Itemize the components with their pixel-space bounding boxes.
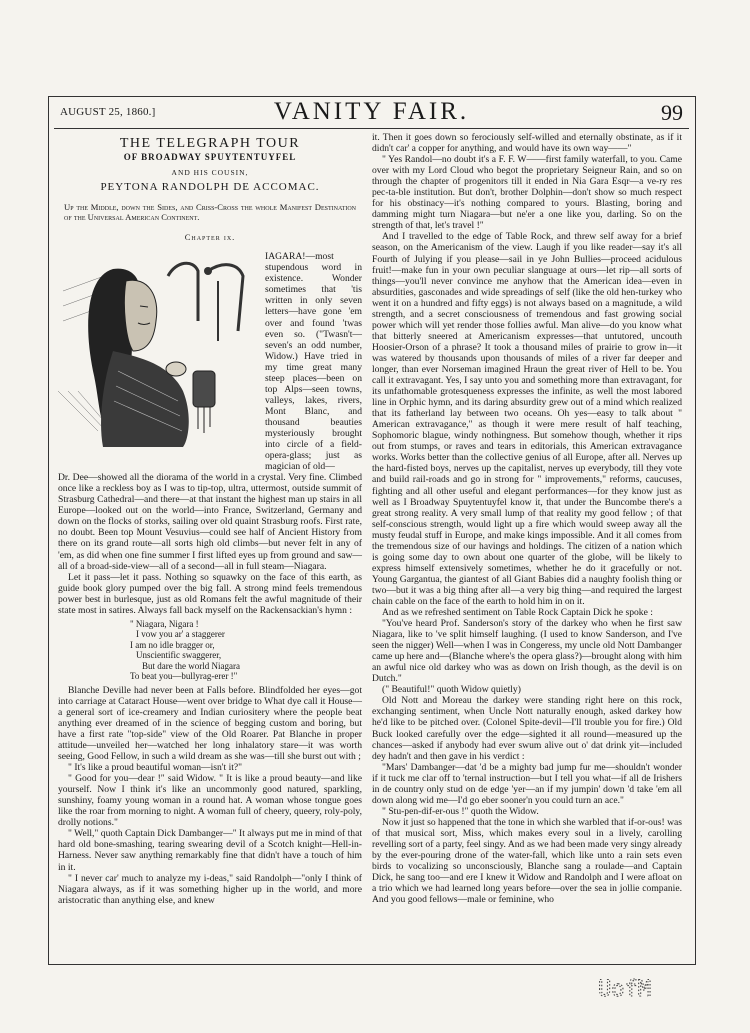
verse-line: I am no idle bragger or, (130, 639, 215, 650)
illustration-block (58, 251, 362, 472)
library-stamp (596, 974, 668, 1009)
verse-line: To beat you—bullyrag-erer !" (130, 671, 238, 682)
article-description: Up the Middle, down the Sides, and Criss-Cross the whole Manifest Destination of the Universal American Continent. (64, 202, 356, 223)
article-subtitle: OF BROADWAY SPUYTENTUYFEL (123, 152, 297, 163)
masthead-rule (54, 128, 689, 129)
masthead (54, 98, 689, 128)
paragraph: " Stu-pen-dif-er-ous !" quoth the Widow. (382, 805, 539, 817)
article-and-cousin: AND HIS COUSIN, (171, 168, 249, 178)
left-column (58, 132, 362, 906)
verse-line: Unscientific swaggerer, (136, 650, 222, 661)
verse-block (130, 619, 362, 682)
paragraph: (" Beautiful!" quoth Widow quietly) (382, 684, 521, 696)
paragraph: Dr. Dee—showed all the diorama of the world in a crystal. Very fine. Climbed once like a reckless boy as I was to tip-top, ultra, uttermost, outside summit of Strasburg Cathedral—and there—at that instant the highest man up stairs in all Europe—looked out on the world—into France, Switzerland, Germany and down on the flocks of storks, sailing over old quaint Strasburg roofs. First rate, no doubt. Been top Mount Vesuvius—could see half of Ancient History from there on its grand route—all sorts high old climbs—but never felt in any of 'em, as did when one fine summer I first lifted eyes up from ground and saw—all of a broad-side-view—all of a second—all in full steam—Niagara. (58, 472, 362, 572)
article-title: THE TELEGRAPH TOUR (119, 136, 301, 151)
article-cousin-name: PEYTONA RANDOLPH DE ACCOMAC. (100, 181, 320, 194)
chapter-heading: Chapter ix. (184, 232, 236, 243)
issue-date: AUGUST 25, 1860.] (60, 106, 156, 118)
magazine-title: VANITY FAIR. (273, 98, 470, 125)
paragraph: And I travelled to the edge of Table Rock, and threw self away for a brief season, on the Americanism of the view. Laugh if you like reader—say it's all Fourth of Julying if you please—sail in ye John Bullies—proceed acidulous fruit!—make fun in your own peculiar slanguage at ours—let rip—all sorts of things—you'll never convince me anyhow that the American idea—even in absurdities, gasconades and wide spreadings of self (like the old hen-turkey who went it on a hundred and fifty eggs) is not always based on a magnitude, a wild strength, and a secret consciousness of tremendous and fast growing social power which will yet render those follies awful. Man alive—do you know what that bitterly sneered at Americanism expresses—that untutored, uncouth Hoosier-Orson of a phrase? It took a thousand miles of prairie to grow in—it was watered by thousands upon thousands of miles of a river far deeper and longer, than ever Norseman imagined Hraun the great river of Hell to be. You call it extravagant. Yes, I say unto you and something more than extravagant, for its unfathomable grotesqueness expresses the infinite, as well the most labored line in Orphic hymn, and its daring absurdity grew out of a mind which realized that its fatherland lay between two oceans. Oh yes—easy to talk about " American extravagance," as though it were mere result of half teaching, Sophomoric blague, windy nothingness. But somehow though, whether it rips out from stumps, or raves and tears in editorials, this American extravagance works. Works better than the collective genius of all Europe, after all. Nerves up the hard-fisted boys, nerves up the capitalist, nerves up everybody, till they vote and build rail-roads and go in strong for " improvements," reforms, caucuses, fighting and all other useful and elegant performances—for they know just as well as I Broadway Spuytentuyfel know it, that under the Buncombe there's a great strong reality. A very small lump of that reality my good fellow ; of that self-conscious strength, would light up a fire which would sweep away all the musty feudal stuff in Europe, and make kings impossible. And it all comes from the tremendous size of our havings and holdings. The citizen of a nation which is going some day to own about one quarter of the globe, will be likely to express himself extensively sometimes, whether he do it gracefully or not. Young Gargantua, the giantest of all Giant Babies did a naughty foolish thing or two—but it was a big thing after all—a very big thing—and required the largest chain cable on the face of the earth to hold him in on it. (372, 231, 682, 607)
paragraph: " Well," quoth Captain Dick Dambanger—" It always put me in mind of that hard old bone-smashing, tearing swearing devil of a Scotch knight—Hell-in-Harness. Never saw anything remarkably fine that didn't have a touch of him in it. (58, 828, 362, 873)
paragraph: Blanche Deville had never been at Falls before. Blindfolded her eyes—got into carriage at Cataract House—went over bridge to What dye call it House—a general sort of ice-creamery and Indian curiositery where the people beat anything ever dreamed of in the science of begging custom and boring, but have a first rate "top-side" view of the Old Roarer. Pat Blanche in proper attitude—unveiled her—watched her long inhalatory stare—it was worth seeing, Good Fellow, in such a wild dream as she was—till she burst out with ; (58, 684, 362, 763)
paragraph: Now it just so happened that the tone in which she warbled that if-or-ous! was of that musical sort, Miss, which makes every soul in a lively, carolling revelling sort of a party, feel singy. And as we had been made very singy already by the ever-pouring drone of the water-fall, which like unto a rain sets even birds to vocalizing so unconsciously, Blanche sang a roulade—and Captain Dick, he sang too—and ere I knew it Widow and Randolph and I were afloat on a trio which we had learned long years before—over the sea in jollie companie. And you good fellows—male or feminine, who (372, 816, 682, 906)
paragraph: Let it pass—let it pass. Nothing so squawky on the face of this earth, as guide book glory pumped over the big fall. A strong mind feels tremendous power best in burlesque, just as old Romans felt the awful magnitude of their state most in satires. Always fall back myself on the Rackensackian's hymn : (58, 571, 362, 616)
paragraph: "Mars' Dambanger—dat 'd be a mighty bad jump fur me—shouldn't wonder if it tuck me clar off to 'ternal instruction—but I tell you what—if all de Irishers in de country only stud on de edge 'yer—an if my jumpin' down 'd take 'em all down along wid me—I'd go eber sooner'n you could turn an ace." (372, 761, 682, 806)
page-number: 99 (661, 100, 683, 125)
svg-text:UofM: UofM (598, 977, 651, 1002)
paragraph: " I never car' much to analyze my i-deas," said Randolph—"only I think of Niagara always, as if it was something higher up in the world, and more aristocratic than anything else, and knew (58, 872, 362, 906)
intro-paragraph: IAGARA!—most stupendous word in existence. Wonder sometimes that 'tis written in only seven letters—have gone 'em over and found 'twas even so. ("Twasn't—seven's an odd number, Widow.) Have tried in my time great many steep places—been on top Alps—seen towns, valleys, lakes, rivers, Mont Blanc, and thousand beauties mysteriously brought into circle of a field-opera-glass; just as magician of old— (265, 251, 362, 473)
paragraph: " Good for you—dear !" said Widow. " It is like a proud beauty—and like yourself. Now I think it's like an uncommonly good natured, sparkling, sunshiny, foamy young woman in a round hat. A woman whose tongue goes like the roar from morning to night. A woman full of cheery, queery, roly-poly, drolly notions." (58, 773, 362, 829)
paragraph: And as we refreshed sentiment on Table Rock Captain Dick he spoke : (382, 607, 653, 619)
verse-line: " Niagara, Nigara ! (130, 618, 199, 629)
paragraph: "You've heard Prof. Sanderson's story of the darkey who when he first saw Niagara, like to 've split himself laughing. (I used to know Sanderson, and I've seen the nigger) Well—when I was in Congeress, my uncle old Nott Dambanger came up here and—(Blanche where's the opera glass?)—brought along with him an awful nice old darkey who was as down on Irish though, as the devil is on Dutch." (372, 618, 682, 685)
paragraph: " Yes Randol—no doubt it's a F. F. W——first family waterfall, to you. Came over with my Lord Cloud who begot the proprietary Seigneur Rain, and so on through the chapter of progenitors till it ended in Nia Gara Esqr—a ve-ry res pec-ta-ble institution. But don't, brother Dolphin—don't show so much respect for his obstinacy—it's nothing compared to yours. Blasting, boring and damming might turn Niagara—but ne'er a one like you, darling. So on the strength of that, let's travel !" (372, 154, 682, 232)
woman-portrait-illustration (58, 251, 260, 447)
paragraph: Old Nott and Moreau the darkey were standing right here on this rock, exchanging sentiment, when Uncle Nott naturally enough, asked darkey how he'd like to be pitched over. (Colonel Spite-devil—I'll trouble you for fire.) Old Buck looked carefully over the edge—sighted it all round—measured up the chances—asked if anybody had ever swum alive out o' dat drink yit—included dey hadn't and then gave in his verdict : (372, 695, 682, 762)
verse-line: But dare the world Niagara (142, 660, 240, 671)
paragraph: it. Then it goes down so ferociously self-willed and eternally obstinate, as if it didn't car' a copper for anything, and would have its own way——" (372, 132, 682, 155)
right-column (372, 132, 682, 905)
verse-line: I vow you ar' a staggerer (136, 629, 225, 640)
paragraph: " It's like a proud beautiful woman—isn't it?" (68, 762, 243, 774)
